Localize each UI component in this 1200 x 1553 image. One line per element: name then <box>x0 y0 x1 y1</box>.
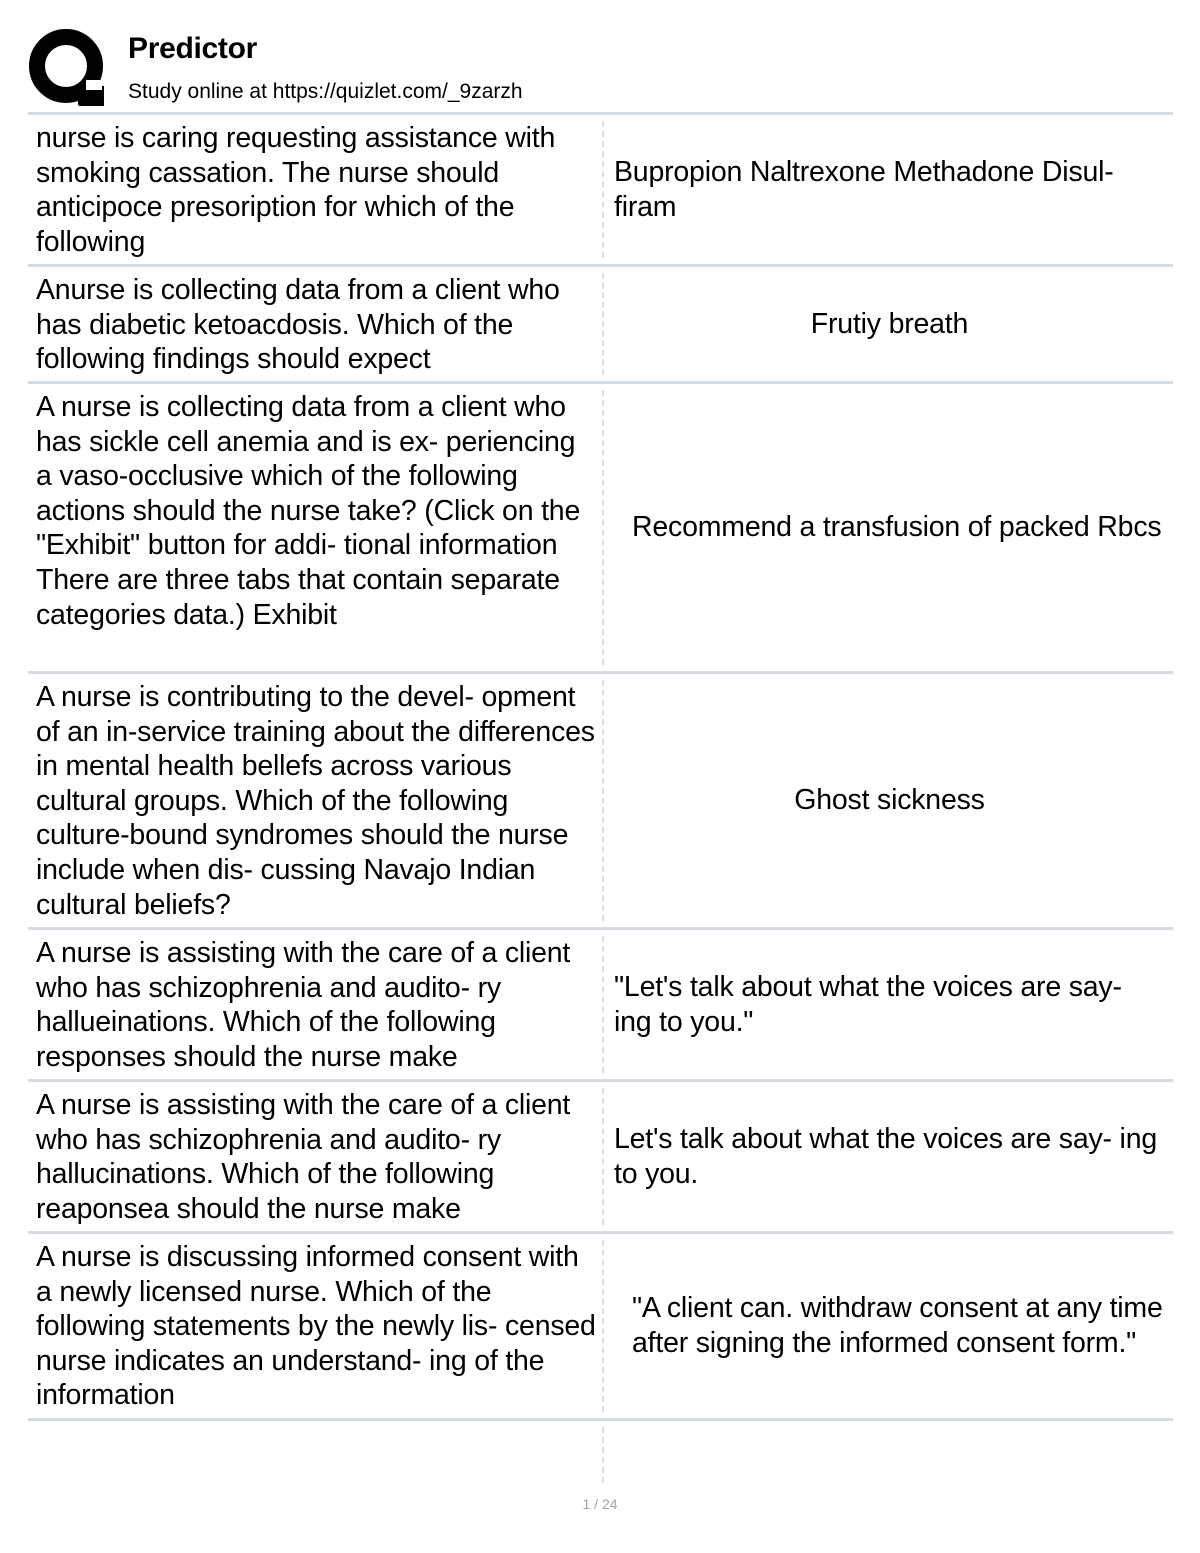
flashcard-row <box>28 1082 1173 1234</box>
card-divider <box>602 1427 604 1483</box>
page-number: 1 / 24 <box>582 1496 618 1512</box>
card-definition-empty <box>614 1421 1173 1489</box>
study-online-link[interactable]: Study online at https://quizlet.com/_9zarzh <box>128 80 523 103</box>
flashcard-list <box>28 115 1173 1489</box>
card-definition: Ghost sickness <box>794 784 985 817</box>
card-divider <box>602 680 604 921</box>
flashcard-row <box>28 115 1173 267</box>
card-divider <box>602 273 604 375</box>
card-divider <box>602 1088 604 1225</box>
card-definition: "A client can. withdraw consent at any time after signing the informed consent form." <box>632 1292 1163 1359</box>
flashcard-row <box>28 930 1173 1082</box>
card-divider <box>602 1240 604 1412</box>
card-definition: Recommend a transfusion of packed Rbcs <box>632 511 1162 544</box>
card-term: nurse is caring requesting assistance with smoking cassation. The nurse should anticipoce presoription for which of the following <box>36 122 556 258</box>
card-definition: Frutiy breath <box>810 307 969 340</box>
card-term-empty <box>28 1421 596 1489</box>
flashcard-row <box>28 1234 1173 1421</box>
card-divider <box>602 936 604 1073</box>
card-term: A nurse is assisting with the care of a client who has schizophrenia and audito- ry hallueinations. Which of the following responses should the nurse make <box>36 937 571 1073</box>
card-definition: Let's talk about what the voices are say- ing to you. <box>614 1122 1157 1190</box>
page-title: Predictor <box>128 32 258 65</box>
card-term: A nurse is contributing to the devel- opment of an in-service training about the differences in mental health bellefs across various cultural groups. Which of the following culture-bound syndromes should the nurse include when dis- cussing Navajo Indian cultural beliefs? <box>36 681 595 921</box>
flashcard-row-empty <box>28 1421 1173 1489</box>
card-term: A nurse is collecting data from a client who has sickle cell anemia and is ex- periencing a vaso-occlusive which of the following actions should the nurse take? (Click on the "Exhibit" button for addi- tional information There are three tabs that contain separate categories data.) Exhibit <box>36 391 581 631</box>
card-definition: "Let's talk about what the voices are say- ing to you." <box>614 970 1122 1038</box>
flashcard-row <box>28 384 1173 674</box>
header <box>28 28 1178 112</box>
card-term: A nurse is discussing informed consent with a newly licensed nurse. Which of the following statements by the newly lis- censed nurse indicates an understand- ing of the information <box>36 1241 596 1412</box>
card-term: A nurse is assisting with the care of a client who has schizophrenia and audito- ry hallucinations. Which of the following reaponsea should the nurse make <box>36 1089 571 1225</box>
card-divider <box>602 121 604 258</box>
card-definition: Bupropion Naltrexone Methadone Disul- firam <box>614 155 1114 223</box>
card-term: Anurse is collecting data from a client who has diabetic ketoacdosis. Which of the following findings should expect <box>36 274 560 376</box>
flashcard-row <box>28 267 1173 384</box>
card-divider <box>602 390 604 665</box>
quizlet-q-logo-icon <box>28 28 108 108</box>
flashcard-row <box>28 674 1173 930</box>
